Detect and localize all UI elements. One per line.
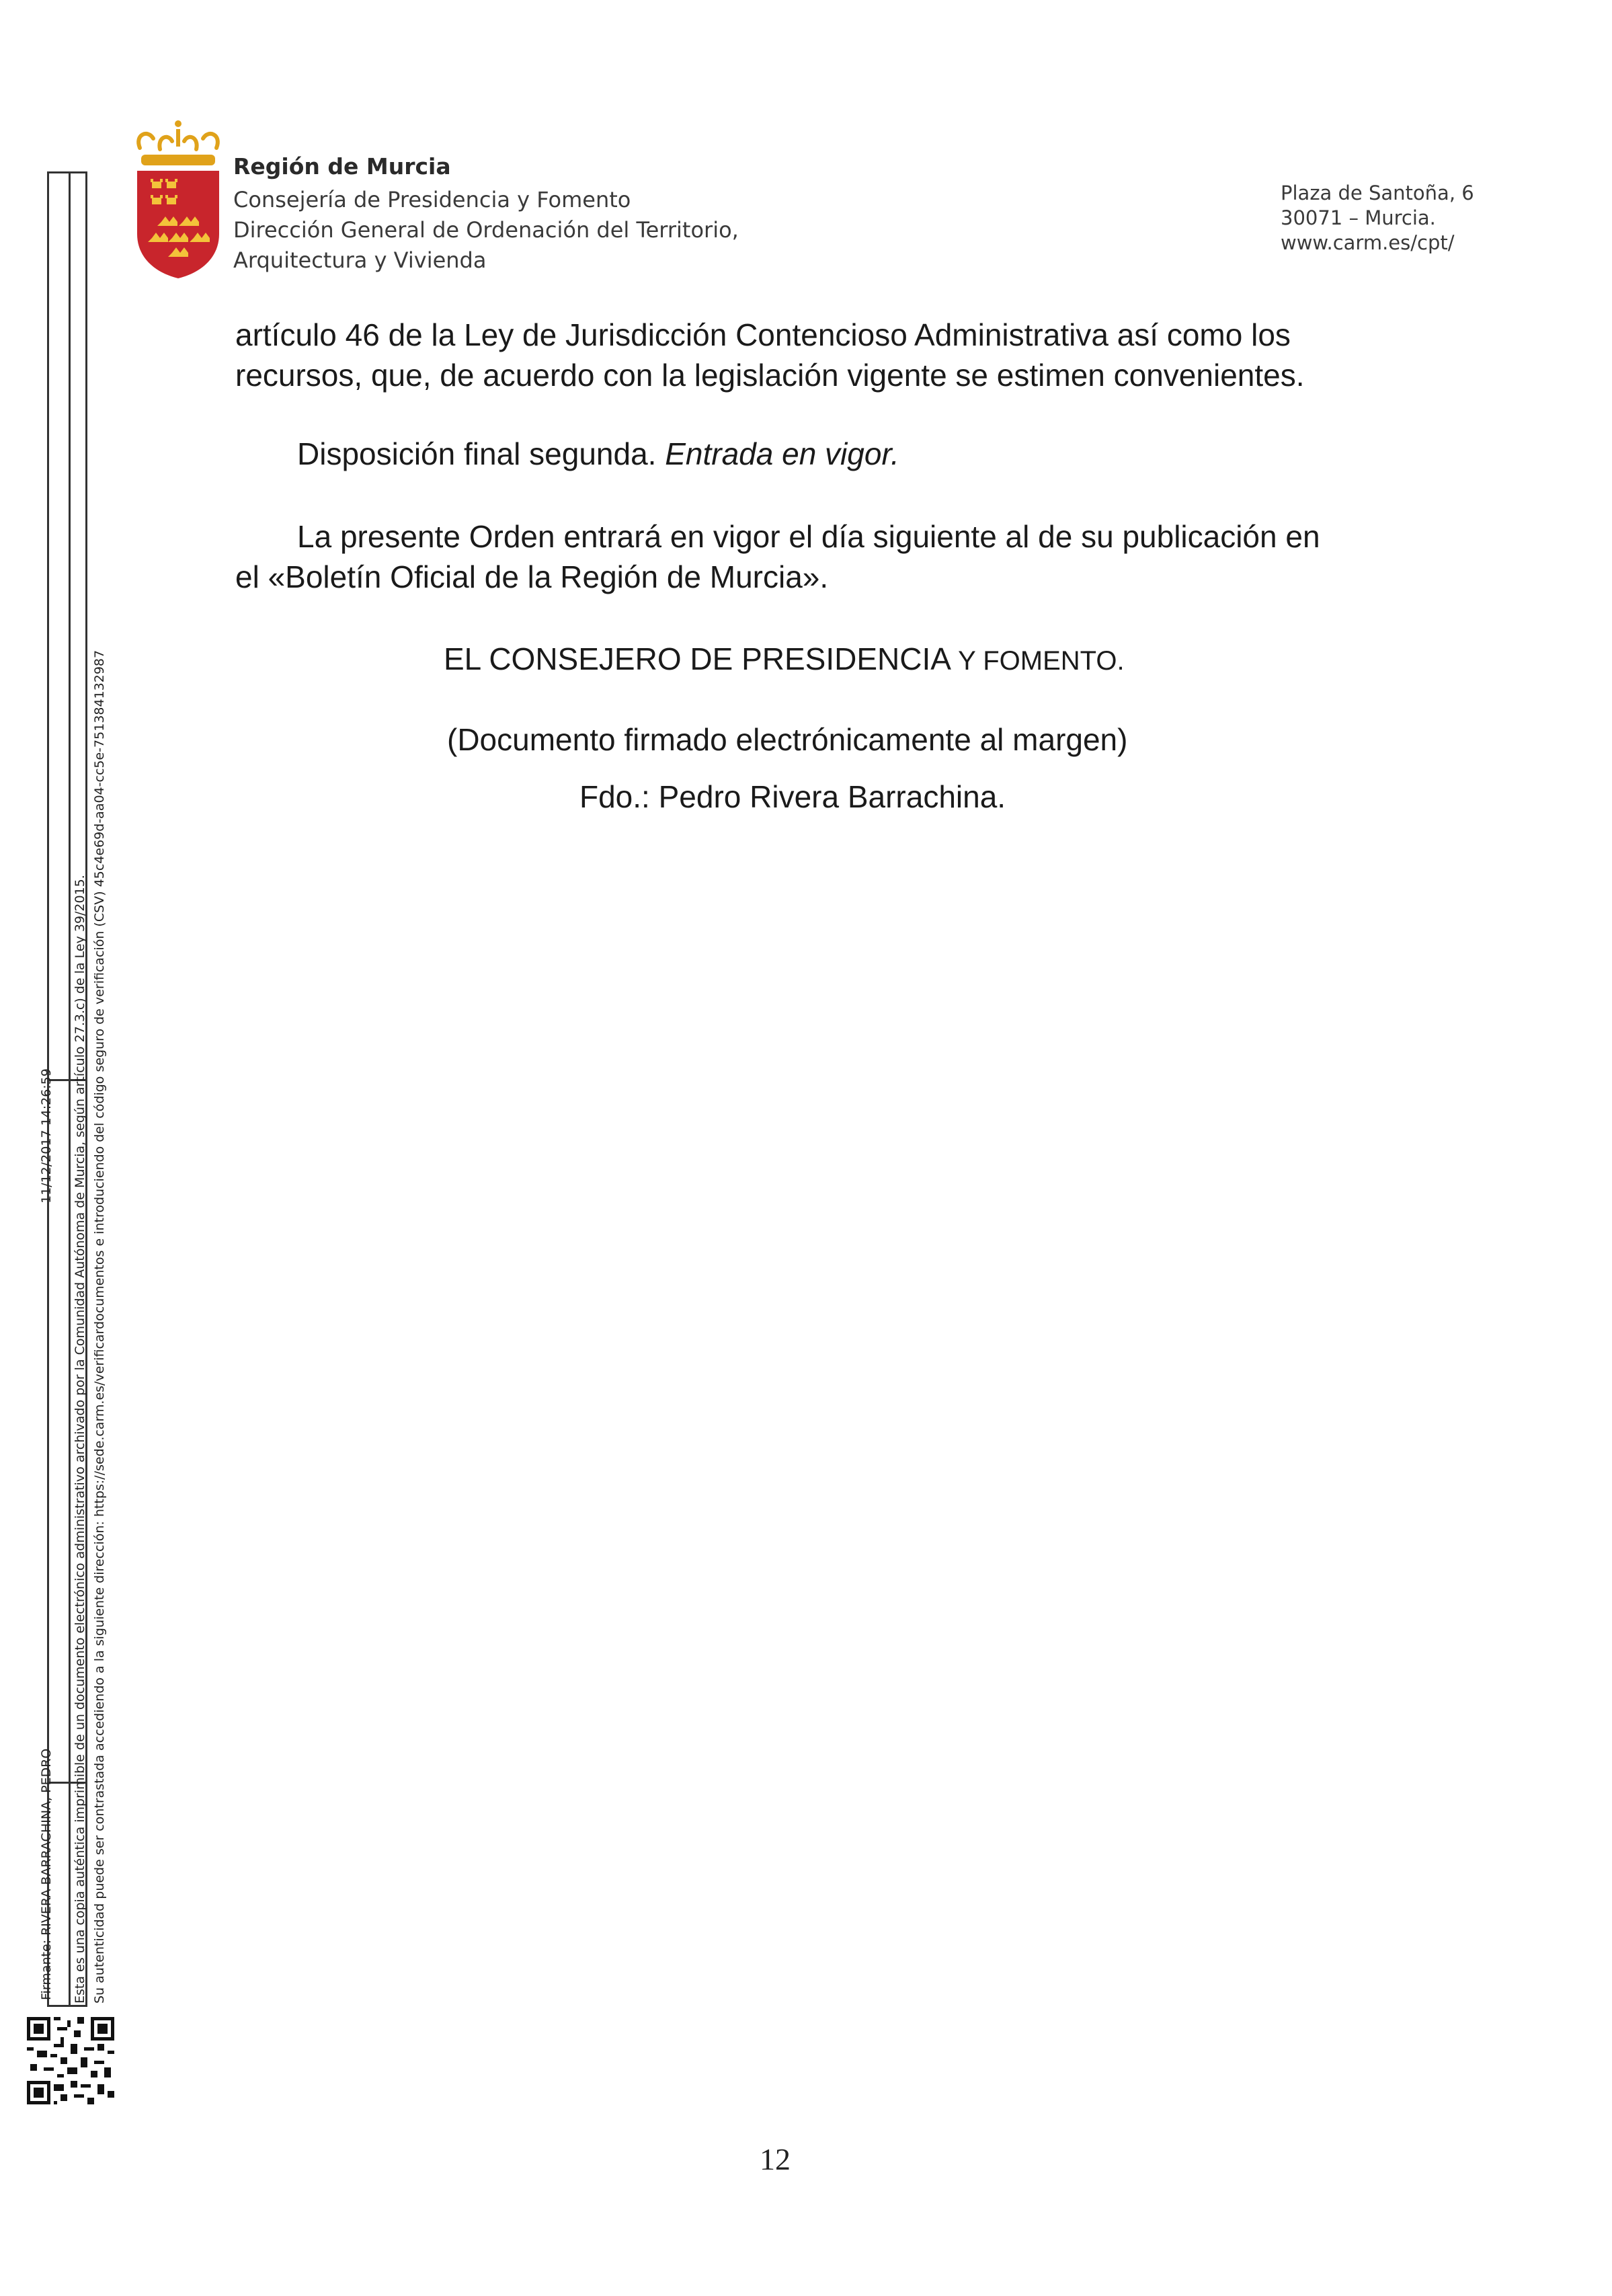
org-department-line: Consejería de Presidencia y Fomento xyxy=(233,187,631,212)
signature-timestamp: 11/12/2017 14:26:59 xyxy=(39,1068,54,1203)
org-directorate-line-continued: Arquitectura y Vivienda xyxy=(233,247,487,273)
page-number: 12 xyxy=(760,2142,791,2176)
verification-url-notice: Su autenticidad puede ser contrastada accediendo a la siguiente dirección: https://sede.carm.es/verificardocumentos e introduciendo del código seguro de verificación (CSV) 45c4e69d-aa04-cc5e-751384132987 xyxy=(92,649,107,2004)
authentic-copy-notice: Esta es una copia auténtica imprimible de un documento electrónico administrativo archivado por la Comunidad Autónoma de Murcia, según artículo 27.3.c) de la Ley 39/2015. xyxy=(73,875,87,2004)
final-provision-subtitle: Entrada en vigor. xyxy=(665,436,899,471)
signer-name: Firmante: RIVERA BARRACHINA, PEDRO xyxy=(39,1748,54,2000)
electronic-signature-note: (Documento firmado electrónicamente al margen) xyxy=(447,722,1128,757)
entry-into-force-line-1: La presente Orden entrará en vigor el día siguiente al de su publicación en xyxy=(297,519,1320,554)
entry-into-force-line-2: el «Boletín Oficial de la Región de Murcia». xyxy=(235,559,829,594)
signatory-title xyxy=(444,639,1125,681)
paragraph-continuation-line-2: recursos, que, de acuerdo con la legislación vigente se estimen convenientes. xyxy=(235,358,1305,393)
qr-code-icon xyxy=(27,2017,114,2104)
signature-strip-divider-vertical xyxy=(69,171,71,2007)
address-street: Plaza de Santoña, 6 xyxy=(1281,182,1474,204)
paragraph-continuation-line-1: artículo 46 de la Ley de Jurisdicción Contencioso Administrativa así como los xyxy=(235,317,1291,352)
region-de-murcia-coat-of-arms-logo xyxy=(128,114,229,282)
org-directorate-line: Dirección General de Ordenación del Territorio, xyxy=(233,217,739,243)
final-provision-heading xyxy=(297,434,899,474)
final-provision-title: Disposición final segunda. xyxy=(297,436,666,471)
org-title: Región de Murcia xyxy=(233,153,451,180)
address-postcode: 30071 – Murcia. xyxy=(1281,206,1436,229)
signatory-title-main: EL CONSEJERO DE PRESIDENCIA xyxy=(444,641,959,676)
signed-by: Fdo.: Pedro Rivera Barrachina. xyxy=(579,779,1006,814)
signatory-title-tail: Y FOMENTO. xyxy=(958,646,1125,676)
address-website-link[interactable]: www.carm.es/cpt/ xyxy=(1281,231,1455,254)
